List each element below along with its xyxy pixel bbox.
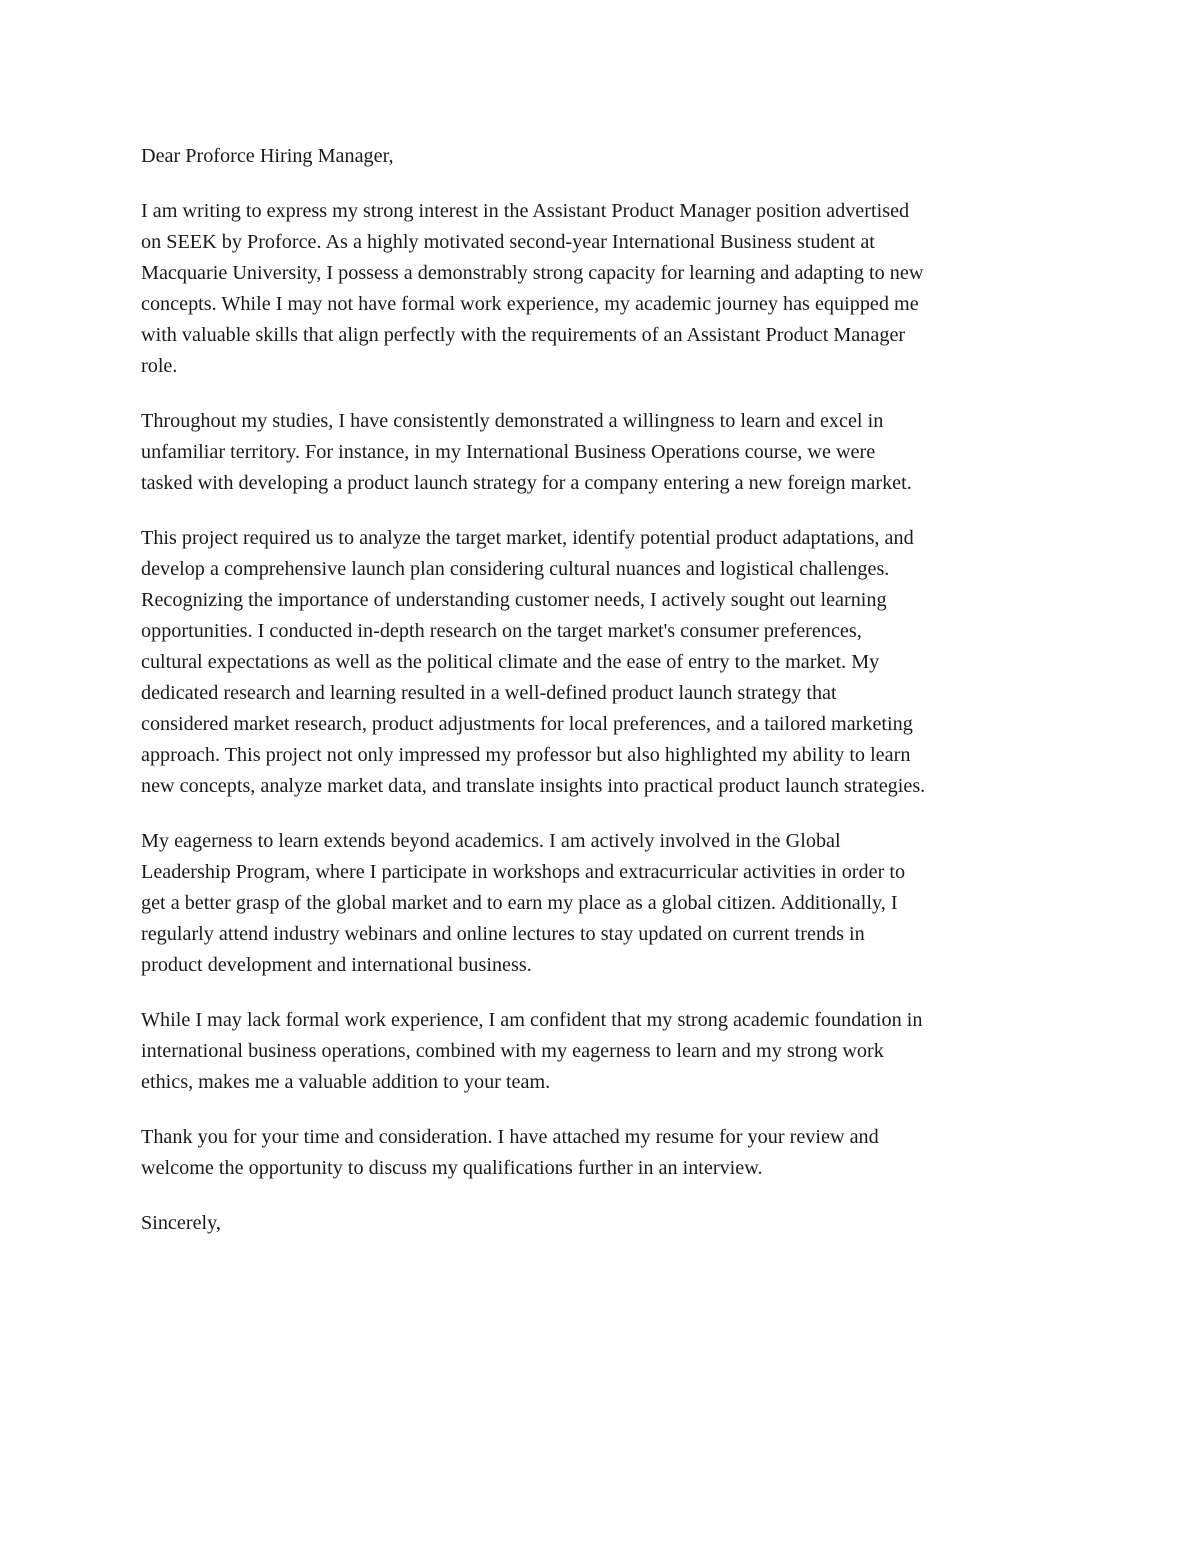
paragraph-line: Thank you for your time and consideration. I have attached my resume for your review and [141, 1126, 879, 1148]
paragraph-line: tasked with developing a product launch strategy for a company entering a new foreign market. [141, 472, 912, 494]
paragraph-line: unfamiliar territory. For instance, in my International Business Operations course, we were [141, 441, 876, 463]
paragraph-line: Throughout my studies, I have consistently demonstrated a willingness to learn and excel in [141, 410, 884, 432]
body-paragraph [141, 1005, 1061, 1098]
paragraph-line: considered market research, product adjustments for local preferences, and a tailored marketing [141, 713, 913, 735]
salutation [141, 141, 1061, 172]
paragraph-line: opportunities. I conducted in-depth research on the target market's consumer preferences, [141, 620, 862, 642]
body-paragraph [141, 826, 1061, 981]
paragraph-line: welcome the opportunity to discuss my qualifications further in an interview. [141, 1157, 763, 1179]
paragraph-line: role. [141, 355, 178, 377]
paragraph-line: develop a comprehensive launch plan considering cultural nuances and logistical challenges. [141, 558, 890, 580]
body-paragraph [141, 523, 1061, 802]
paragraph-line: approach. This project not only impressed my professor but also highlighted my ability to learn [141, 744, 911, 766]
paragraph-line: Leadership Program, where I participate in workshops and extracurricular activities in order to [141, 861, 906, 883]
cover-letter [141, 141, 1061, 1263]
paragraph-line: My eagerness to learn extends beyond academics. I am actively involved in the Global [141, 830, 841, 852]
paragraph-line: with valuable skills that align perfectly with the requirements of an Assistant Product Manager [141, 324, 906, 346]
paragraph-line: product development and international business. [141, 954, 532, 976]
paragraph-line: international business operations, combined with my eagerness to learn and my strong work [141, 1040, 884, 1062]
paragraph-line: dedicated research and learning resulted in a well-defined product launch strategy that [141, 682, 837, 704]
paragraph-line: This project required us to analyze the target market, identify potential product adaptations, and [141, 527, 914, 549]
body-paragraph [141, 1122, 1061, 1184]
salutation-line: Dear Proforce Hiring Manager, [141, 145, 394, 167]
paragraph-line: get a better grasp of the global market and to earn my place as a global citizen. Additionally, I [141, 892, 898, 914]
body-paragraph [141, 196, 1061, 382]
paragraph-line: on SEEK by Proforce. As a highly motivated second-year International Business student at [141, 231, 875, 253]
paragraph-line: concepts. While I may not have formal work experience, my academic journey has equipped me [141, 293, 919, 315]
paragraph-line: cultural expectations as well as the political climate and the ease of entry to the market. My [141, 651, 880, 673]
paragraph-line: I am writing to express my strong interest in the Assistant Product Manager position advertised [141, 200, 910, 222]
body-paragraph [141, 406, 1061, 499]
paragraph-line: new concepts, analyze market data, and translate insights into practical product launch strategies. [141, 775, 926, 797]
closing-line: Sincerely, [141, 1212, 221, 1234]
paragraph-line: While I may lack formal work experience, I am confident that my strong academic foundation in [141, 1009, 923, 1031]
paragraph-line: ethics, makes me a valuable addition to your team. [141, 1071, 551, 1093]
letter-body [141, 196, 1061, 1184]
paragraph-line: regularly attend industry webinars and online lectures to stay updated on current trends in [141, 923, 865, 945]
closing [141, 1208, 1061, 1239]
paragraph-line: Macquarie University, I possess a demonstrably strong capacity for learning and adapting to new [141, 262, 924, 284]
paragraph-line: Recognizing the importance of understanding customer needs, I actively sought out learning [141, 589, 887, 611]
